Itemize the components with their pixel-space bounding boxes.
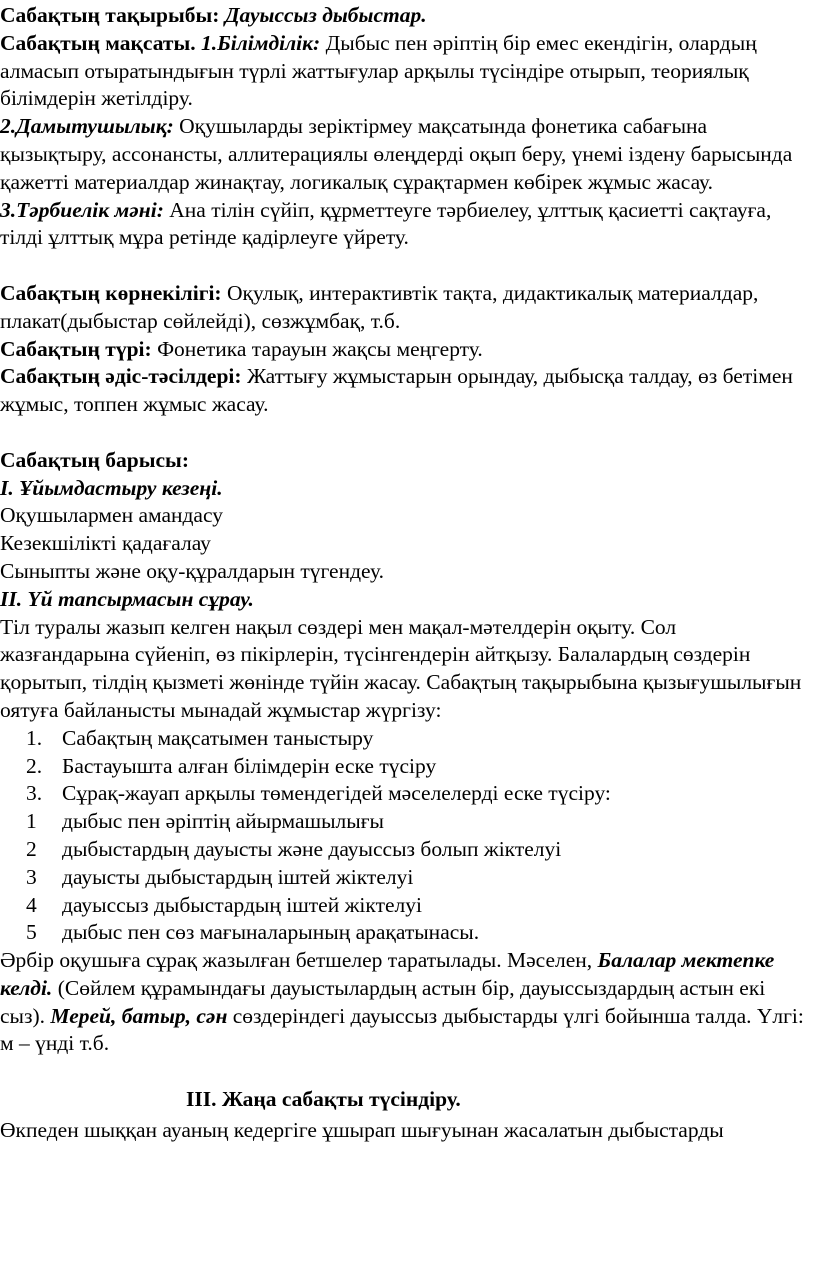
lesson-type-line xyxy=(0,336,810,364)
spacer xyxy=(0,419,810,447)
list-item xyxy=(0,864,810,892)
list-item xyxy=(0,808,810,836)
list-item-number: 2 xyxy=(26,836,37,861)
task-example-2: Мерей, батыр, сән xyxy=(50,1003,228,1028)
list-item-text: дауысты дыбыстардың іштей жіктелуі xyxy=(62,864,414,889)
goal-upbringing xyxy=(0,197,810,253)
goal-developmental xyxy=(0,113,810,196)
list-item-number: 2. xyxy=(26,753,43,778)
list-item xyxy=(0,753,810,781)
goal-educational-text: Дыбыс пен әріптің бір емес екендігін, олардың алмасып отыратындығын түрлі жаттығулар арқылы түсіндіре отырып, теориялық білімдерін жетілдіру. xyxy=(0,30,757,111)
lesson-type-label: Сабақтың түрі: xyxy=(0,336,152,361)
list-item xyxy=(0,892,810,920)
list-item-number: 5 xyxy=(26,920,37,945)
list-item-text: дыбыстардың дауысты және дауыссыз болып жіктелуі xyxy=(62,836,562,861)
goal-upbringing-label: 3.Тәрбиелік мәні: xyxy=(0,197,164,222)
stage2-title-text: II. Үй тапсырмасын сұрау. xyxy=(0,586,254,611)
list-item xyxy=(0,836,810,864)
goal-developmental-text: Оқушыларды зеріктірмеу мақсатында фонетика сабағына қызықтыру, ассонансты, аллитерациялы өлеңдерді оқып беру, үнемі іздену барысында қажетті материалдар жинақтау, логикалық сұрақтармен көбірек жұмыс жасау. xyxy=(0,114,793,194)
goal-educational xyxy=(0,30,810,113)
topic-value: Дауыссыз дыбыстар. xyxy=(224,3,427,27)
stage3-title-text: III. Жаңа сабақты түсіндіру. xyxy=(186,1087,461,1112)
stage1-title xyxy=(0,475,810,503)
progress-label: Сабақтың барысы: xyxy=(0,447,190,472)
list-item-text: Бастауышта алған білімдерін еске түсіру xyxy=(62,753,437,778)
methods-label: Сабақтың әдіс-тәсілдері: xyxy=(0,364,242,389)
stage2-title xyxy=(0,586,810,614)
goal-developmental-label: 2.Дамытушылық: xyxy=(0,114,174,139)
stage3-title xyxy=(0,1086,810,1114)
task-text-2: (Сөйлем құрамындағы дауыстылардың астын бір, дауыссыздардың астын екі сыз). xyxy=(0,975,766,1028)
stage1-title-text: I. Ұйымдастыру кезеңі. xyxy=(0,475,223,500)
topic-label: Сабақтың тақырыбы: xyxy=(0,3,220,27)
stage1-line: Сыныпты және оқу-құралдарын түгендеу. xyxy=(0,558,384,583)
visual-aids-text: Оқулық, интерактивтік тақта, дидактикалық материалдар, плакат(дыбыстар сөйлейді), сөзжұмбақ, т.б. xyxy=(0,280,759,333)
visual-aids-label: Сабақтың көрнекілігі: xyxy=(0,280,222,305)
list-item-number: 1 xyxy=(26,809,37,834)
goals-label: Сабақтың мақсаты. xyxy=(0,30,196,55)
spacer xyxy=(0,252,810,280)
stage2-paragraph: Тіл туралы жазып келген нақыл сөздері мен мақал-мәтелдерін оқыту. Сол жазғандарына сүйеніп, өз пікірлерін, түсінгендерін айтқызу. Балалардың сөздерін қорытып, тілдің қызметі жөнінде түйін жасау. Сабақтың тақырыбына қызығушылығын оятуға байланысты мынадай жұмыстар жүргізу: xyxy=(0,614,802,722)
lesson-type-text: Фонетика тарауын жақсы меңгерту. xyxy=(157,336,483,361)
list-item-number: 1. xyxy=(26,725,43,750)
goal-upbringing-text: Ана тілін сүйіп, құрметтеуге тәрбиелеу, ұлттық қасиетті сақтауға, тілді ұлттық мұра ретінде қадірлеуге үйрету. xyxy=(0,197,772,250)
list-item xyxy=(0,780,810,808)
methods-text: Жаттығу жұмыстарын орындау, дыбысқа талдау, өз бетімен жұмыс, топпен жұмыс жасау. xyxy=(0,364,793,417)
task-example-1: Балалар мектепке келді. xyxy=(0,948,775,1000)
list-item-text: Сабақтың мақсатымен таныстыру xyxy=(62,725,374,750)
numbered-list-b xyxy=(0,808,810,947)
goal-educational-label: 1.Білімділік: xyxy=(201,30,321,55)
methods-line xyxy=(0,363,810,419)
list-item-text: дыбыс пен сөз мағыналарының арақатынасы. xyxy=(62,920,480,945)
list-item-number: 3. xyxy=(26,781,43,806)
stage1-line: Кезекшілікті қадағалау xyxy=(0,531,211,556)
list-item xyxy=(0,725,810,753)
stage1-line: Оқушылармен амандасу xyxy=(0,503,223,528)
list-item-number: 4 xyxy=(26,892,37,917)
task-text-1: Әрбір оқушыға сұрақ жазылған бетшелер таратылады. Мәселен, xyxy=(0,948,593,973)
task-paragraph xyxy=(0,947,810,1058)
topic-line xyxy=(0,2,810,30)
list-item-number: 3 xyxy=(26,864,37,889)
numbered-list-a xyxy=(0,725,810,808)
progress-heading xyxy=(0,447,810,475)
stage3-paragraph: Өкпеден шыққан ауаның кедергіге ұшырап шығуынан жасалатын дыбыстарды xyxy=(0,1117,724,1142)
list-item xyxy=(0,919,810,947)
task-text-3: сөздеріндегі дауыссыз дыбыстарды үлгі бойынша талда. Үлгі: м – үнді т.б. xyxy=(0,1003,804,1056)
list-item-text: Сұрақ-жауап арқылы төмендегідей мәселелерді еске түсіру: xyxy=(62,781,611,806)
list-item-text: дауыссыз дыбыстардың іштей жіктелуі xyxy=(62,892,422,917)
visual-aids-line xyxy=(0,280,810,336)
list-item-text: дыбыс пен әріптің айырмашылығы xyxy=(62,809,384,834)
spacer xyxy=(0,1058,810,1086)
